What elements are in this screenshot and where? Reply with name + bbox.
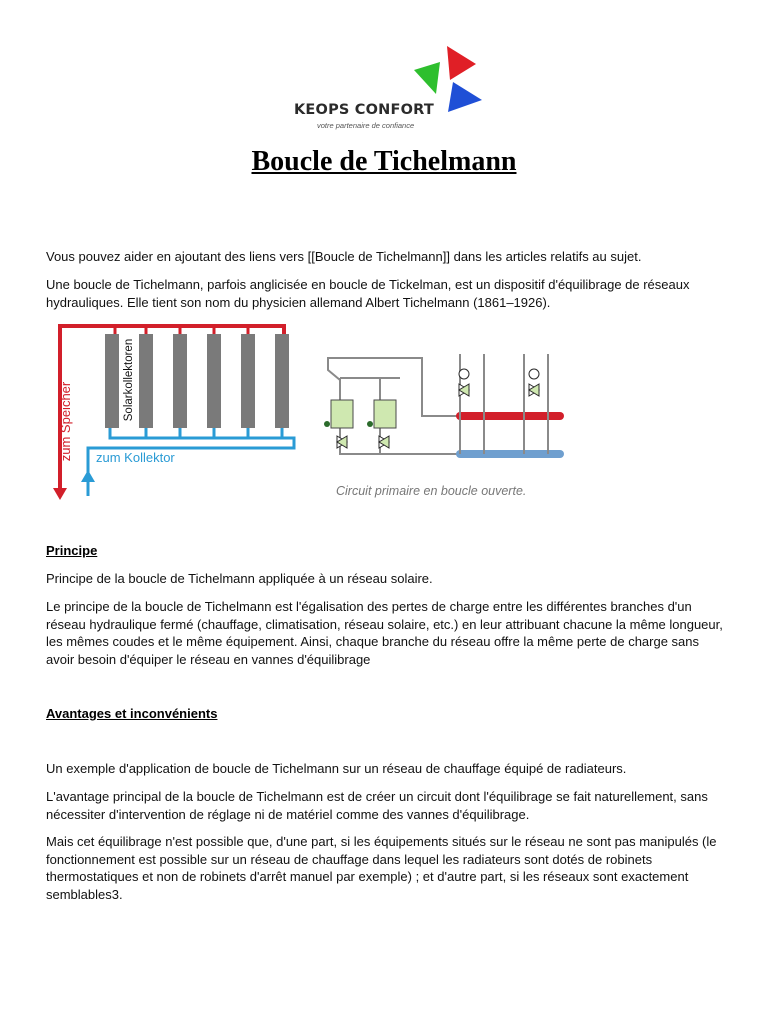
- avantages-paragraph-2: L'avantage principal de la boucle de Tichelmann est de créer un circuit dont l'équilibrage se fait naturellement, sans nécessiter d'intervention de réglage ni de matériel comme des vannes d'équilibrage.: [46, 789, 708, 822]
- principe-paragraph-1: Principe de la boucle de Tichelmann appliquée à un réseau solaire.: [46, 571, 433, 586]
- primary-circuit-diagram: [324, 354, 560, 454]
- solar-collector-diagram: [53, 326, 294, 500]
- intro-paragraph-1: Vous pouvez aider en ajoutant des liens vers [[Boucle de Tichelmann]] dans les articles relatifs au sujet.: [46, 249, 642, 264]
- section-heading-principe: Principe: [46, 543, 98, 558]
- label-zum-speicher: zum Speicher: [58, 381, 74, 462]
- tichelmann-figure: [40, 318, 580, 508]
- logo-tagline: votre partenaire de confiance: [317, 121, 415, 130]
- avantages-paragraph-1: Un exemple d'application de boucle de Tichelmann sur un réseau de chauffage équipé de radiateurs.: [46, 761, 627, 776]
- label-solarkollektoren: Solarkollektoren: [123, 338, 136, 422]
- figure-caption: Circuit primaire en boucle ouverte.: [336, 484, 527, 498]
- tichelmann-diagram: [40, 318, 580, 508]
- logo-name: KEOPS CONFORT: [294, 102, 434, 118]
- page-title: Boucle de Tichelmann: [251, 146, 517, 177]
- intro-paragraph-2: Une boucle de Tichelmann, parfois anglicisée en boucle de Tickelman, est un dispositif d'équilibrage de réseaux hydrauliques. Elle tient son nom du physicien allemand Albert Tichelmann (1861–1926).: [46, 277, 690, 310]
- avantages-paragraph-3: Mais cet équilibrage n'est possible que, d'une part, si les équipements situés sur le réseau ne sont pas manipulés (le fonctionnement est possible sur un réseau de chauffage dans lequel les radiateurs sont dotés de robinets thermostatiques et non de robinets d'arrêt manuel par exemple) ; et d'autre part, si les réseaux sont exactement semblables3.: [46, 834, 717, 902]
- section-heading-avantages: Avantages et inconvénients: [46, 706, 218, 721]
- company-logo: [290, 42, 490, 134]
- label-zum-kollektor: zum Kollektor: [96, 450, 175, 465]
- principe-paragraph-2: Le principe de la boucle de Tichelmann est l'égalisation des pertes de charge entre les différentes branches d'un réseau hydraulique fermé (chauffage, climatisation, réseau solaire, etc.) en leur attribuant chacune la même longueur, les mêmes coudes et le même équipement. Ainsi, chaque branche du réseau offre la même perte de charge sans avoir besoin d'équiper le réseau en vannes d'équilibrage: [46, 599, 723, 667]
